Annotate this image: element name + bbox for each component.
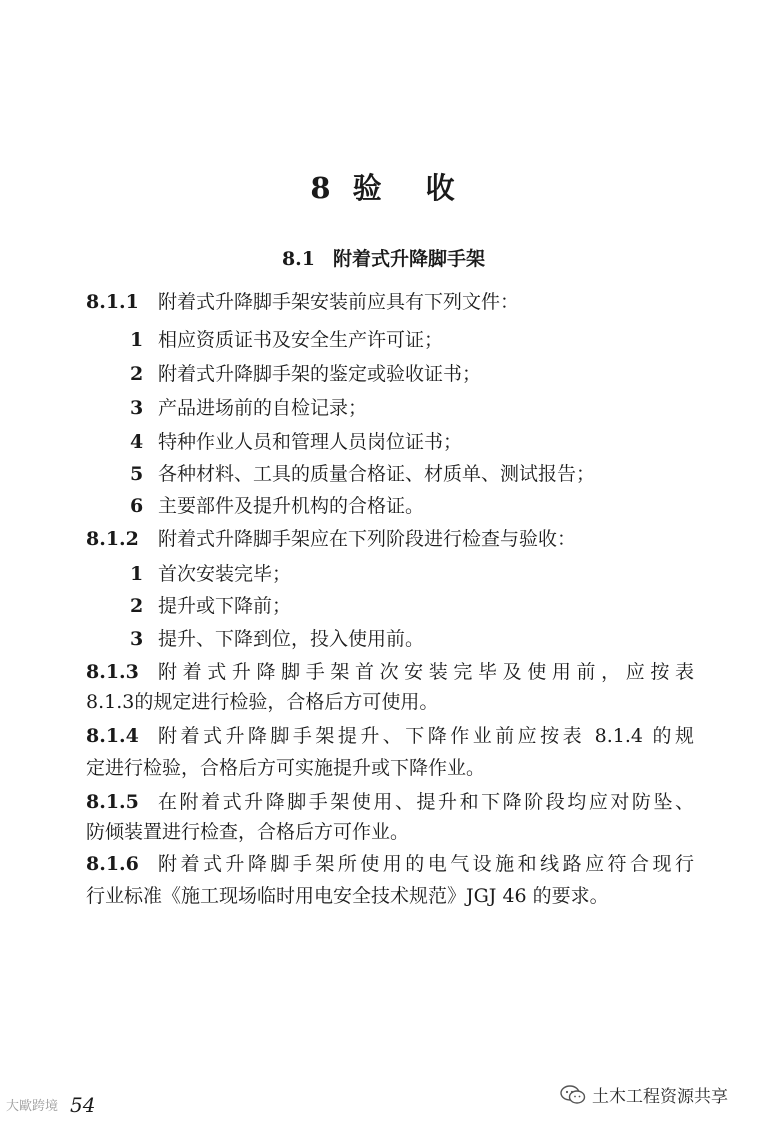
section-heading: 附着式升降脚手架	[333, 248, 486, 270]
list-item: 6 主要部件及提升机构的合格证。	[130, 495, 425, 517]
section-number: 8.1	[281, 248, 316, 270]
clause-8-1-6	[86, 852, 694, 876]
clause-number: 8.1.4	[86, 725, 139, 747]
clause-8-1-4	[86, 724, 694, 748]
chapter-number: 8	[310, 171, 333, 205]
clause-text-continued: 8.1.3的规定进行检验，合格后方可使用。	[86, 691, 439, 713]
clause-text-continued: 防倾装置进行检查，合格后方可作业。	[86, 821, 410, 843]
clause-text: 附着式升降脚手架应在下列阶段进行检查与验收：	[158, 528, 577, 550]
watermark-right	[560, 1082, 728, 1107]
clause-text: 在附着式升降脚手架使用、提升和下降阶段均应对防坠、	[158, 791, 694, 813]
clause-number: 8.1.5	[86, 791, 139, 813]
clause-number: 8.1.2	[86, 528, 139, 550]
section-title	[0, 244, 767, 271]
clause-number: 8.1.3	[86, 661, 139, 683]
list-item: 2 附着式升降脚手架的鉴定或验收证书；	[130, 363, 482, 385]
page-number: 54	[70, 1093, 96, 1117]
wechat-icon	[560, 1085, 586, 1105]
list-item: 1 相应资质证书及安全生产许可证；	[130, 329, 444, 351]
clause-number: 8.1.1	[86, 291, 139, 313]
clause-number: 8.1.6	[86, 853, 139, 875]
clause-text-continued: 行业标准《施工现场临时用电安全技术规范》JGJ 46 的要求。	[86, 885, 609, 907]
chapter-title-char-1: 验	[352, 171, 384, 205]
clause-text-continued: 定进行检验，合格后方可实施提升或下降作业。	[86, 757, 486, 779]
clause-8-1-2	[86, 527, 576, 551]
list-item: 3 产品进场前的自检记录；	[130, 397, 368, 419]
watermark-left: 大歐跨境	[6, 1099, 59, 1114]
clause-8-1-5	[86, 790, 694, 814]
clause-text: 附着式升降脚手架提升、下降作业前应按表 8.1.4 的规	[158, 725, 694, 747]
list-item: 4 特种作业人员和管理人员岗位证书；	[130, 431, 463, 453]
clause-text: 附着式升降脚手架安装前应具有下列文件：	[158, 291, 520, 313]
chapter-title-char-2: 收	[425, 171, 457, 205]
clause-text: 附着式升降脚手架所使用的电气设施和线路应符合现行	[158, 853, 694, 875]
clause-8-1-1	[86, 290, 519, 314]
list-item: 5 各种材料、工具的质量合格证、材质单、测试报告；	[130, 463, 596, 485]
list-item: 1 首次安装完毕；	[130, 563, 292, 585]
list-item: 3 提升、下降到位，投入使用前。	[130, 628, 425, 650]
watermark-right-text: 土木工程资源共享	[592, 1087, 728, 1107]
clause-text: 附着式升降脚手架首次安装完毕及使用前，应按表	[158, 661, 694, 683]
chapter-title	[0, 166, 767, 207]
clause-8-1-3	[86, 660, 694, 684]
list-item: 2 提升或下降前；	[130, 595, 292, 617]
